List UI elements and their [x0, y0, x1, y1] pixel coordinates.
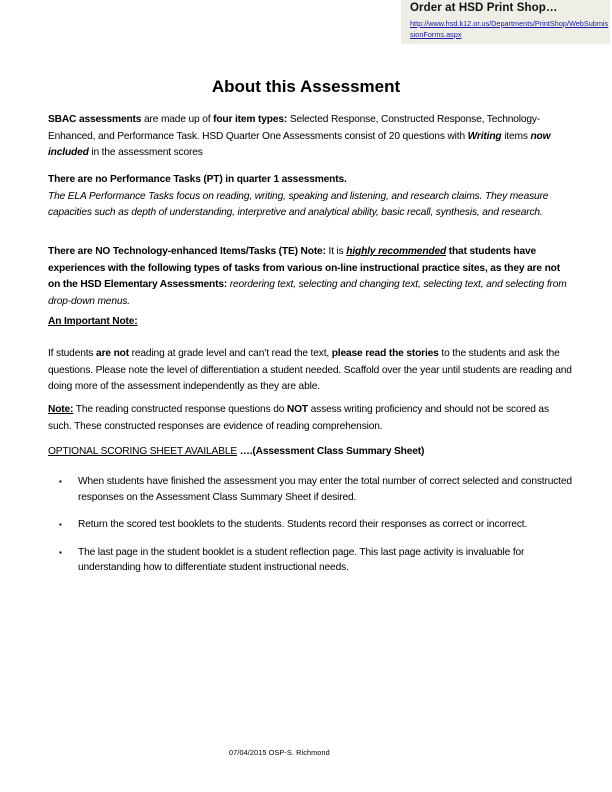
list-item — [48, 517, 572, 533]
print-shop-callout — [401, 0, 610, 44]
important-read-stories: please read the stories — [331, 348, 439, 359]
intro-item-types: four item types: — [213, 114, 288, 125]
instructions-list — [48, 474, 572, 588]
optional-suffix: ….(Assessment Class Summary Sheet) — [237, 446, 425, 457]
bullet-icon: ▪ — [59, 547, 62, 557]
list-item — [48, 545, 572, 576]
list-item-text: When students have finished the assessment you may enter the total number of correct selected and constructed responses on the Assessment Class Summary Sheet if desired. — [78, 476, 572, 503]
technology-bold-text: that students have experiences with the following types of tasks from various on-line instructional practice sites, as they are not on the HSD Elementary Assessments: — [48, 246, 560, 290]
print-shop-title: Order at HSD Print Shop… — [410, 2, 558, 14]
highly-recommended: highly recommended — [346, 246, 447, 257]
important-are-not: are not — [96, 348, 129, 359]
important-note-heading: An Important Note: — [48, 316, 138, 327]
technology-section — [48, 244, 572, 310]
important-note-paragraph — [48, 346, 572, 396]
important-text-2: reading at grade level and can’t read the text, — [128, 348, 332, 359]
note-label: Note: — [48, 404, 74, 415]
intro-text-2: Selected Response, Constructed Response, Technology-Enhanced, and Performance Task. HSD Quarter One Assessments consist of 20 questions with — [48, 114, 541, 142]
important-text-1: If students — [48, 348, 97, 359]
bullet-icon: ▪ — [59, 477, 62, 486]
intro-sbac: SBAC assessments — [48, 114, 142, 125]
list-item-text: Return the scored test booklets to the students. Students record their responses as correct or incorrect. — [78, 519, 528, 530]
page-footer: 07/04/2015 OSP-S. Richmond — [229, 748, 330, 757]
print-shop-link[interactable]: http://www.hsd.k12.or.us/Departments/PrintShop/WebSubmissionForms.aspx — [410, 19, 609, 39]
optional-label: OPTIONAL SCORING SHEET AVAILABLE — [48, 446, 238, 457]
technology-heading: There are NO Technology-enhanced Items/Tasks (TE) Note: — [48, 246, 326, 257]
intro-paragraph — [48, 112, 572, 162]
list-item-text: The last page in the student booklet is a student reflection page. This last page activity is invaluable for understanding how to differentiate student instructional needs. — [78, 546, 525, 573]
technology-text: It is — [325, 246, 347, 257]
performance-description: The ELA Performance Tasks focus on reading, writing, speaking and listening, and research claims. They measure capacities such as depth of understanding, interpretive and analytical ability, basic recall, synthesis, and research. — [48, 190, 549, 218]
intro-text-3: items — [501, 130, 531, 142]
important-text-3: to the students and ask the questions. Please note the level of differentiation a student needed. Scaffold over the year until students are reading and doing more of the assessment independently as they are able. — [48, 348, 572, 392]
note-paragraph — [48, 402, 572, 435]
performance-heading: There are no Performance Tasks (PT) in quarter 1 assessments. — [48, 174, 347, 185]
technology-task-types: reordering text, selecting and changing text, selecting text, and selecting from drop-down menus. — [48, 279, 567, 307]
intro-now-included: now included — [48, 130, 551, 158]
optional-scoring-heading — [48, 444, 572, 461]
performance-section — [48, 172, 572, 222]
page-title: About this Assessment — [211, 77, 401, 96]
intro-text-1: are made up of — [141, 114, 214, 125]
note-text-2: assess writing proficiency and should not be scored as such. These constructed responses are evidence of reading comprehension. — [48, 404, 549, 432]
intro-writing: Writing — [467, 130, 502, 142]
intro-text-4: in the assessment scores — [88, 147, 203, 158]
note-text-1: The reading constructed response questions do — [73, 404, 287, 415]
list-item — [48, 474, 572, 505]
note-not: NOT — [286, 404, 308, 415]
bullet-icon: ▪ — [59, 520, 62, 529]
